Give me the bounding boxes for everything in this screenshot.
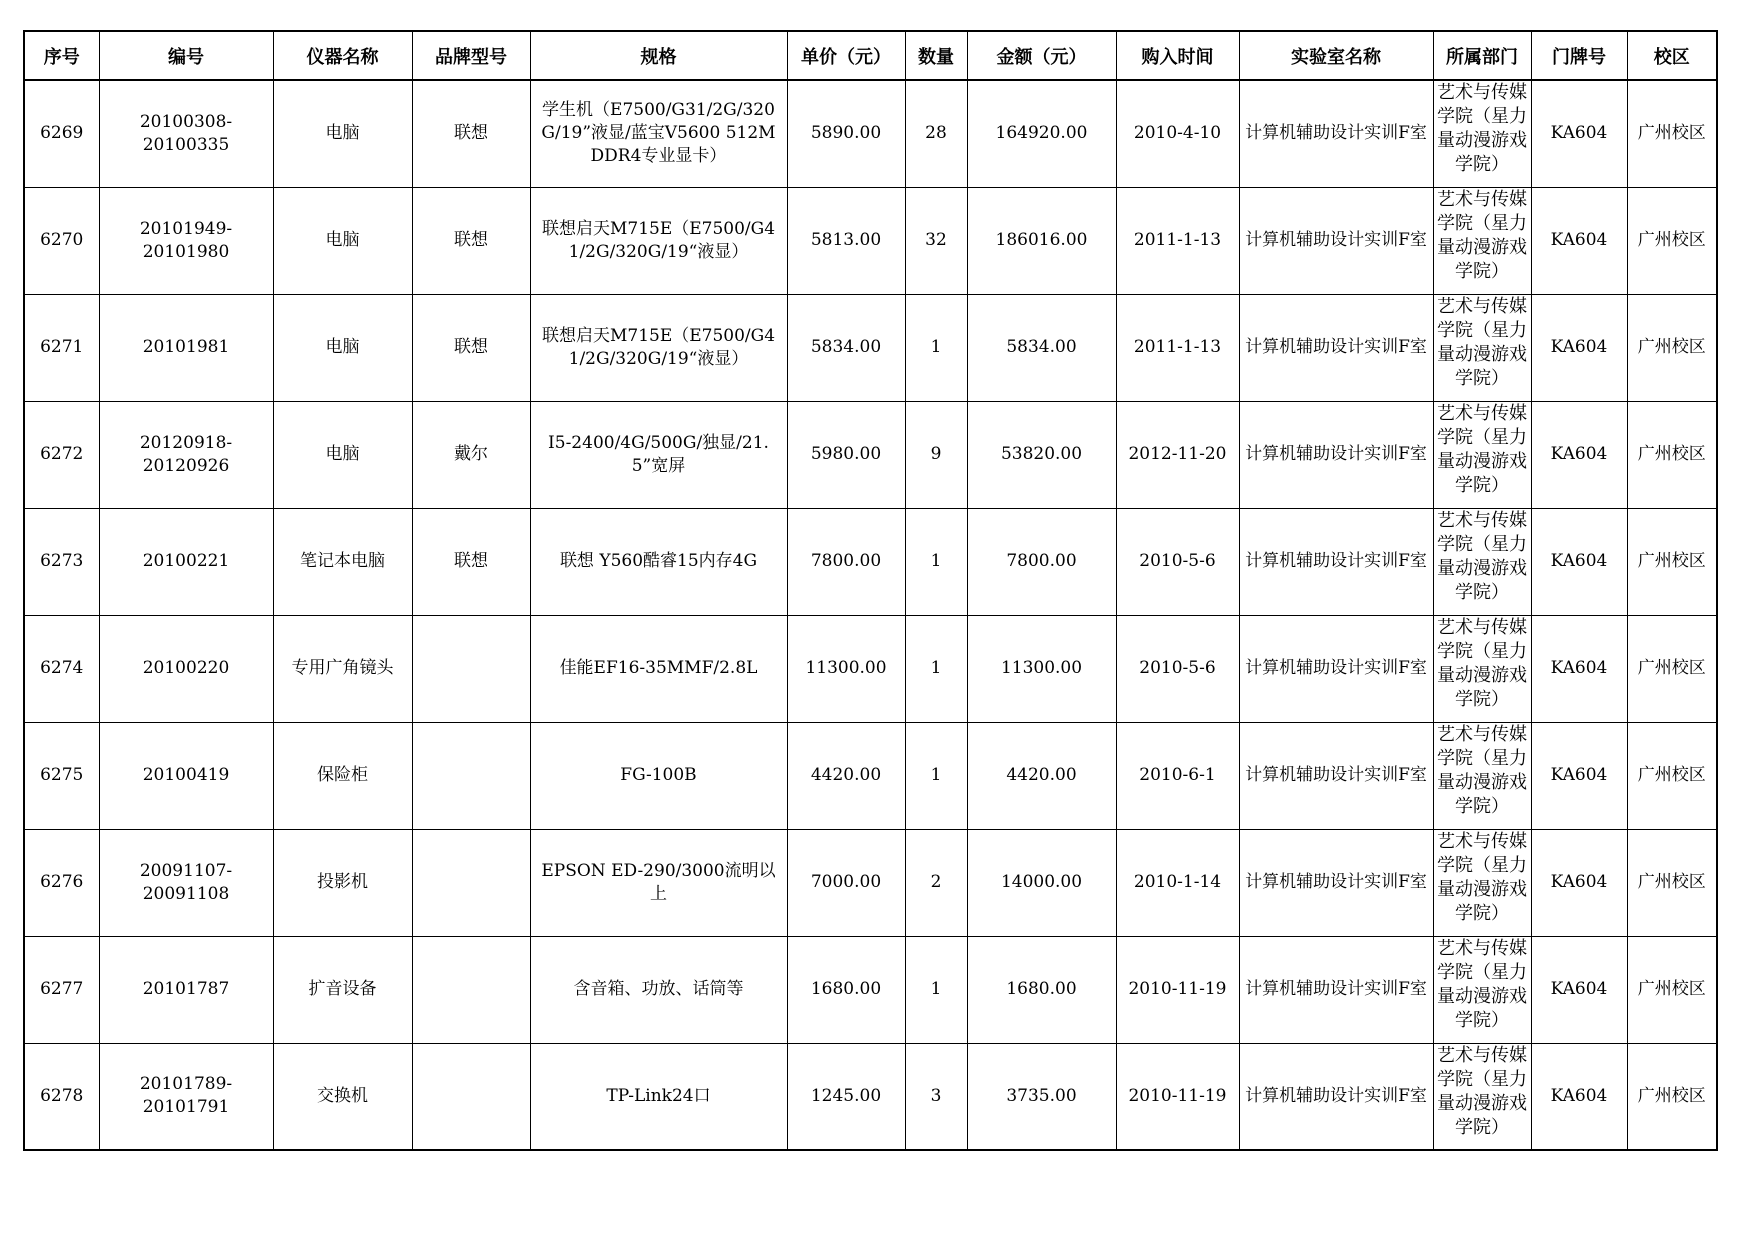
cell-code: 20101789-20101791 (99, 1043, 273, 1150)
cell-price: 5980.00 (787, 401, 905, 508)
cell-amount: 4420.00 (967, 722, 1116, 829)
cell-room: KA604 (1531, 829, 1627, 936)
header-qty: 数量 (905, 31, 967, 80)
cell-brand: 联想 (412, 187, 530, 294)
cell-lab: 计算机辅助设计实训F室 (1239, 187, 1433, 294)
cell-date: 2010-6-1 (1116, 722, 1239, 829)
equipment-table (23, 30, 1718, 1151)
cell-spec: 联想启天M715E（E7500/G41/2G/320G/19“液显） (530, 187, 787, 294)
dept-text: 艺术与传媒学院（星力量动漫游戏学院） (1437, 1044, 1527, 1138)
cell-name: 电脑 (273, 294, 412, 401)
cell-price: 5890.00 (787, 80, 905, 187)
cell-dept (1433, 936, 1531, 1043)
cell-seq: 6271 (24, 294, 99, 401)
cell-spec: 佳能EF16-35MMF/2.8L (530, 615, 787, 722)
cell-room: KA604 (1531, 294, 1627, 401)
cell-qty: 1 (905, 294, 967, 401)
cell-brand (412, 615, 530, 722)
dept-text: 艺术与传媒学院（星力量动漫游戏学院） (1437, 937, 1527, 1031)
cell-name: 交换机 (273, 1043, 412, 1150)
table-row (24, 80, 1717, 187)
cell-room: KA604 (1531, 1043, 1627, 1150)
cell-qty: 1 (905, 722, 967, 829)
cell-name: 扩音设备 (273, 936, 412, 1043)
table-body (24, 80, 1717, 1150)
cell-code: 20100419 (99, 722, 273, 829)
cell-lab: 计算机辅助设计实训F室 (1239, 1043, 1433, 1150)
cell-brand (412, 722, 530, 829)
cell-code: 20101949-20101980 (99, 187, 273, 294)
cell-seq: 6273 (24, 508, 99, 615)
cell-date: 2010-1-14 (1116, 829, 1239, 936)
cell-room: KA604 (1531, 80, 1627, 187)
cell-brand (412, 829, 530, 936)
cell-lab: 计算机辅助设计实训F室 (1239, 615, 1433, 722)
cell-seq: 6269 (24, 80, 99, 187)
cell-qty: 32 (905, 187, 967, 294)
cell-price: 1245.00 (787, 1043, 905, 1150)
header-dept: 所属部门 (1433, 31, 1531, 80)
table-row (24, 294, 1717, 401)
cell-name: 电脑 (273, 187, 412, 294)
cell-date: 2010-11-19 (1116, 936, 1239, 1043)
cell-date: 2012-11-20 (1116, 401, 1239, 508)
cell-seq: 6270 (24, 187, 99, 294)
cell-room: KA604 (1531, 187, 1627, 294)
cell-campus: 广州校区 (1627, 829, 1717, 936)
header-price: 单价（元） (787, 31, 905, 80)
cell-room: KA604 (1531, 722, 1627, 829)
cell-dept (1433, 1043, 1531, 1150)
cell-campus: 广州校区 (1627, 1043, 1717, 1150)
cell-amount: 1680.00 (967, 936, 1116, 1043)
cell-room: KA604 (1531, 936, 1627, 1043)
cell-date: 2011-1-13 (1116, 294, 1239, 401)
cell-name: 电脑 (273, 401, 412, 508)
cell-name: 笔记本电脑 (273, 508, 412, 615)
cell-brand: 联想 (412, 294, 530, 401)
cell-price: 1680.00 (787, 936, 905, 1043)
cell-dept (1433, 615, 1531, 722)
cell-seq: 6276 (24, 829, 99, 936)
header-date: 购入时间 (1116, 31, 1239, 80)
cell-campus: 广州校区 (1627, 615, 1717, 722)
cell-price: 7000.00 (787, 829, 905, 936)
cell-qty: 2 (905, 829, 967, 936)
cell-code: 20101981 (99, 294, 273, 401)
cell-code: 20091107-20091108 (99, 829, 273, 936)
header-brand: 品牌型号 (412, 31, 530, 80)
table-row (24, 722, 1717, 829)
cell-campus: 广州校区 (1627, 722, 1717, 829)
cell-price: 5834.00 (787, 294, 905, 401)
header-row (24, 31, 1717, 80)
cell-seq: 6275 (24, 722, 99, 829)
dept-text: 艺术与传媒学院（星力量动漫游戏学院） (1437, 723, 1527, 817)
cell-spec: TP-Link24口 (530, 1043, 787, 1150)
cell-spec: 联想 Y560酷睿15内存4G (530, 508, 787, 615)
dept-text: 艺术与传媒学院（星力量动漫游戏学院） (1437, 509, 1527, 603)
cell-price: 7800.00 (787, 508, 905, 615)
header-name: 仪器名称 (273, 31, 412, 80)
cell-amount: 53820.00 (967, 401, 1116, 508)
cell-campus: 广州校区 (1627, 401, 1717, 508)
table-row (24, 936, 1717, 1043)
cell-code: 20100220 (99, 615, 273, 722)
cell-brand: 联想 (412, 80, 530, 187)
cell-brand: 联想 (412, 508, 530, 615)
cell-spec: FG-100B (530, 722, 787, 829)
cell-name: 投影机 (273, 829, 412, 936)
cell-qty: 1 (905, 508, 967, 615)
cell-spec: I5-2400/4G/500G/独显/21.5”宽屏 (530, 401, 787, 508)
cell-lab: 计算机辅助设计实训F室 (1239, 936, 1433, 1043)
cell-campus: 广州校区 (1627, 187, 1717, 294)
table-row (24, 401, 1717, 508)
cell-qty: 28 (905, 80, 967, 187)
cell-campus: 广州校区 (1627, 294, 1717, 401)
cell-brand (412, 1043, 530, 1150)
table-row (24, 615, 1717, 722)
cell-lab: 计算机辅助设计实训F室 (1239, 508, 1433, 615)
cell-room: KA604 (1531, 401, 1627, 508)
cell-code: 20100308-20100335 (99, 80, 273, 187)
cell-qty: 1 (905, 615, 967, 722)
cell-qty: 3 (905, 1043, 967, 1150)
cell-name: 保险柜 (273, 722, 412, 829)
cell-price: 11300.00 (787, 615, 905, 722)
cell-lab: 计算机辅助设计实训F室 (1239, 401, 1433, 508)
cell-amount: 5834.00 (967, 294, 1116, 401)
table-row (24, 508, 1717, 615)
cell-amount: 14000.00 (967, 829, 1116, 936)
cell-room: KA604 (1531, 615, 1627, 722)
header-amount: 金额（元） (967, 31, 1116, 80)
cell-campus: 广州校区 (1627, 936, 1717, 1043)
cell-dept (1433, 401, 1531, 508)
cell-spec: 含音箱、功放、话筒等 (530, 936, 787, 1043)
cell-price: 4420.00 (787, 722, 905, 829)
header-code: 编号 (99, 31, 273, 80)
cell-amount: 11300.00 (967, 615, 1116, 722)
cell-code: 20100221 (99, 508, 273, 615)
cell-price: 5813.00 (787, 187, 905, 294)
table-row (24, 1043, 1717, 1150)
cell-brand: 戴尔 (412, 401, 530, 508)
cell-dept (1433, 722, 1531, 829)
cell-lab: 计算机辅助设计实训F室 (1239, 80, 1433, 187)
cell-qty: 9 (905, 401, 967, 508)
cell-spec: 学生机（E7500/G31/2G/320G/19”液显/蓝宝V5600 512M DDR4专业显卡） (530, 80, 787, 187)
dept-text: 艺术与传媒学院（星力量动漫游戏学院） (1437, 616, 1527, 710)
cell-lab: 计算机辅助设计实训F室 (1239, 294, 1433, 401)
cell-date: 2010-4-10 (1116, 80, 1239, 187)
cell-campus: 广州校区 (1627, 80, 1717, 187)
cell-seq: 6272 (24, 401, 99, 508)
dept-text: 艺术与传媒学院（星力量动漫游戏学院） (1437, 295, 1527, 389)
header-spec: 规格 (530, 31, 787, 80)
cell-campus: 广州校区 (1627, 508, 1717, 615)
header-room: 门牌号 (1531, 31, 1627, 80)
cell-name: 电脑 (273, 80, 412, 187)
cell-spec: EPSON ED-290/3000流明以上 (530, 829, 787, 936)
dept-text: 艺术与传媒学院（星力量动漫游戏学院） (1437, 830, 1527, 924)
cell-spec: 联想启天M715E（E7500/G41/2G/320G/19“液显） (530, 294, 787, 401)
header-lab: 实验室名称 (1239, 31, 1433, 80)
cell-qty: 1 (905, 936, 967, 1043)
cell-dept (1433, 829, 1531, 936)
table-row (24, 829, 1717, 936)
cell-brand (412, 936, 530, 1043)
dept-text: 艺术与传媒学院（星力量动漫游戏学院） (1437, 82, 1527, 175)
table-row (24, 187, 1717, 294)
cell-lab: 计算机辅助设计实训F室 (1239, 722, 1433, 829)
cell-seq: 6278 (24, 1043, 99, 1150)
header-campus: 校区 (1627, 31, 1717, 80)
cell-date: 2010-5-6 (1116, 508, 1239, 615)
dept-text: 艺术与传媒学院（星力量动漫游戏学院） (1437, 188, 1527, 282)
cell-amount: 164920.00 (967, 80, 1116, 187)
cell-date: 2011-1-13 (1116, 187, 1239, 294)
cell-dept (1433, 187, 1531, 294)
cell-amount: 7800.00 (967, 508, 1116, 615)
cell-name: 专用广角镜头 (273, 615, 412, 722)
cell-dept (1433, 508, 1531, 615)
cell-room: KA604 (1531, 508, 1627, 615)
cell-code: 20101787 (99, 936, 273, 1043)
header-seq: 序号 (24, 31, 99, 80)
cell-amount: 186016.00 (967, 187, 1116, 294)
cell-dept (1433, 80, 1531, 187)
cell-date: 2010-11-19 (1116, 1043, 1239, 1150)
cell-dept (1433, 294, 1531, 401)
cell-date: 2010-5-6 (1116, 615, 1239, 722)
table-header (24, 31, 1717, 80)
cell-lab: 计算机辅助设计实训F室 (1239, 829, 1433, 936)
cell-seq: 6274 (24, 615, 99, 722)
cell-amount: 3735.00 (967, 1043, 1116, 1150)
cell-seq: 6277 (24, 936, 99, 1043)
cell-code: 20120918-20120926 (99, 401, 273, 508)
dept-text: 艺术与传媒学院（星力量动漫游戏学院） (1437, 402, 1527, 496)
